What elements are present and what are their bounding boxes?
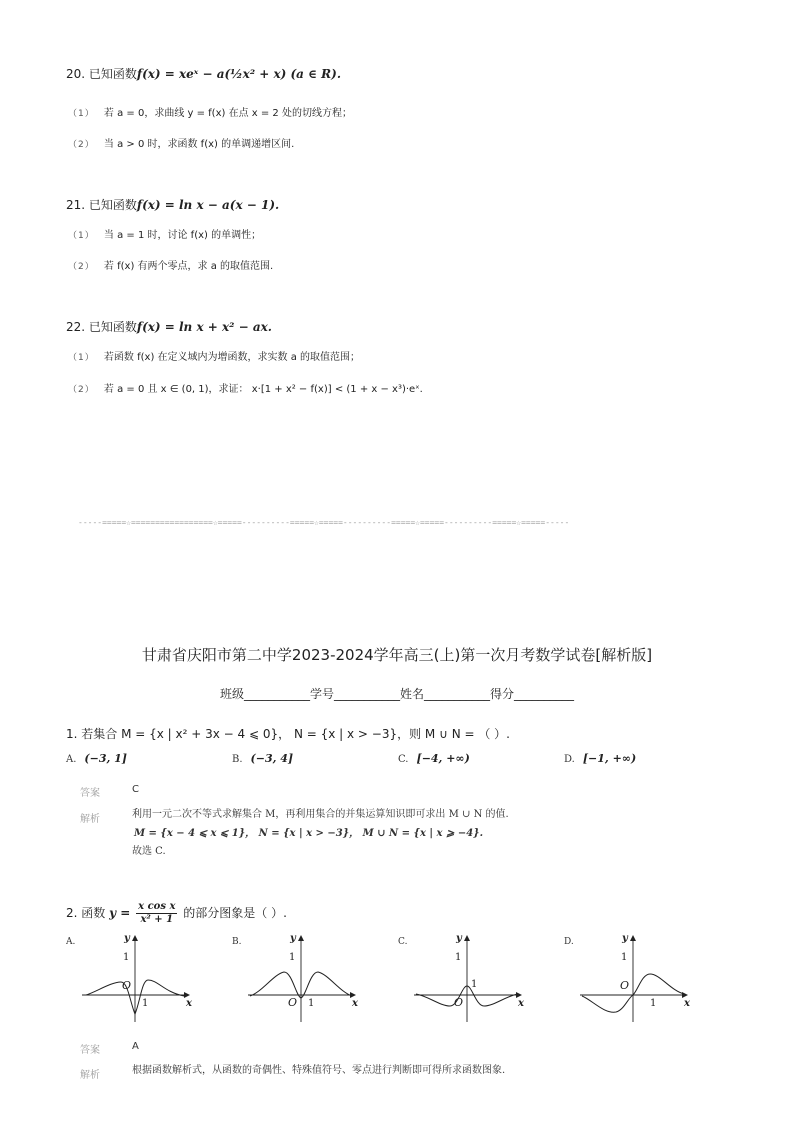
q2-graph-a-svg (66, 930, 206, 1022)
q1-analysis-line-1: 利用一元二次不等式求解集合 M，再利用集合的并集运算知识即可求出 M ∪ N 的值. (132, 809, 509, 820)
q22-stem: 22. 已知函数f(x) = ln x + x² − ax. (66, 320, 272, 334)
q2-fraction: $\frac{\text{x cos x}}{\text{x² + 1}}$ (138, 901, 176, 925)
y-axis-arrow-icon (464, 935, 470, 941)
svg-text:A.: A. (66, 937, 76, 947)
svg-text:x: x (186, 998, 192, 1009)
q20-formula: f(x) = xeˣ − a(½x² + x) (a ∈ R). (136, 67, 342, 81)
q21-part2: （2） 若 f(x) 有两个零点，求 a 的取值范围. (68, 261, 274, 272)
q1-option-b: B. (−3, 4] (232, 752, 294, 765)
q21-stem: 21. 已知函数f(x) = ln x − a(x − 1). (66, 198, 280, 212)
svg-text:B.: B. (232, 937, 242, 947)
q2-answer: A (132, 1041, 139, 1052)
q1-option-d: D. [−1, +∞) (564, 752, 637, 765)
q2-analysis-label: 解析 (80, 1070, 100, 1081)
svg-text:y: y (456, 933, 462, 944)
svg-text:D.: D. (564, 937, 574, 947)
svg-text:1: 1 (650, 998, 657, 1009)
y-axis-arrow-icon (630, 935, 636, 941)
svg-text:1: 1 (123, 952, 130, 963)
q22-part2: （2） 若 a = 0 且 x ∈ (0, 1)，求证： x·[1 + x² − f(x)] < (1 + x − x³)·eˣ. (68, 384, 423, 395)
svg-text:1: 1 (471, 979, 478, 990)
svg-text:1: 1 (455, 952, 462, 963)
q2-graph-d-svg (564, 930, 704, 1022)
q22-part1: （1） 若函数 f(x) 在定义域内为增函数，求实数 a 的取值范围； (68, 352, 361, 363)
student-info-fields: 班级___________学号___________姓名___________得分__________ (219, 687, 574, 701)
svg-text:O: O (454, 996, 464, 1009)
svg-text:O: O (288, 996, 298, 1009)
q2-graph-c-svg (398, 930, 538, 1022)
q2-answer-label: 答案 (80, 1045, 100, 1056)
q1-option-c: C. [−4, +∞) (398, 752, 470, 765)
y-axis-arrow-icon (298, 935, 304, 941)
svg-text:O: O (620, 979, 630, 992)
q1-option-a: A. (−3, 1] (66, 752, 127, 765)
svg-text:O: O (122, 979, 132, 992)
q21-formula: f(x) = ln x − a(x − 1). (136, 198, 280, 212)
svg-text:y: y (622, 933, 628, 944)
q2-graph-c (398, 930, 538, 1022)
svg-text:1: 1 (308, 998, 315, 1009)
svg-text:C.: C. (398, 937, 408, 947)
svg-text:x: x (518, 998, 524, 1009)
svg-text:y: y (290, 933, 296, 944)
q22-formula: f(x) = ln x + x² − ax. (136, 320, 272, 334)
q21-part1: （1） 当 a = 1 时，讨论 f(x) 的单调性； (68, 230, 262, 241)
svg-text:1: 1 (142, 998, 149, 1009)
q2-graph-b (232, 930, 372, 1022)
q1-analysis-line-3: 故选 C. (132, 846, 166, 857)
q1-answer: C (132, 784, 139, 795)
svg-text:y: y (124, 933, 130, 944)
q2-graph-d (564, 930, 704, 1022)
q20-stem: 20. 已知函数f(x) = xeˣ − a(½x² + x) (a ∈ R). (66, 67, 342, 81)
svg-text:1: 1 (289, 952, 296, 963)
q1-answer-label: 答案 (80, 788, 100, 799)
q1-analysis-line-2: M = {x − 4 ⩽ x ⩽ 1}， N = {x | x > −3}， M ∪ N = {x | x ⩾ −4}. (134, 828, 484, 839)
svg-text:x: x (352, 998, 358, 1009)
svg-text:1: 1 (621, 952, 628, 963)
q20-part1: （1） 若 a = 0，求曲线 y = f(x) 在点 x = 2 处的切线方程； (68, 108, 352, 119)
q2-graph-a (66, 930, 206, 1022)
q2-stem: 2. 函数 y = $\frac{\text{x cos x}}{\text{x² + 1}}$ 的部分图象是（ ）. (66, 901, 287, 925)
q1-stem: 1. 若集合 M = {x | x² + 3x − 4 ⩽ 0}， N = {x | x > −3}，则 M ∪ N = （ ）. (66, 727, 510, 741)
svg-text:x: x (684, 998, 690, 1009)
paper-title: 甘肃省庆阳市第二中学2023-2024学年高三(上)第一次月考数学试卷[解析版] (141, 646, 653, 664)
q2-graph-b-svg (232, 930, 372, 1022)
y-axis-arrow-icon (132, 935, 138, 941)
q2-analysis: 根据函数解析式，从函数的奇偶性、特殊值符号、零点进行判断即可得所求函数图象. (132, 1065, 506, 1076)
q1-analysis-label: 解析 (80, 814, 100, 825)
q20-part2: （2） 当 a > 0 时，求函数 f(x) 的单调递增区间. (68, 139, 295, 150)
section-divider: -----=====☆=================☆=====----------=====☆=====----------=====☆=====----------=====☆=====----- (78, 518, 570, 527)
